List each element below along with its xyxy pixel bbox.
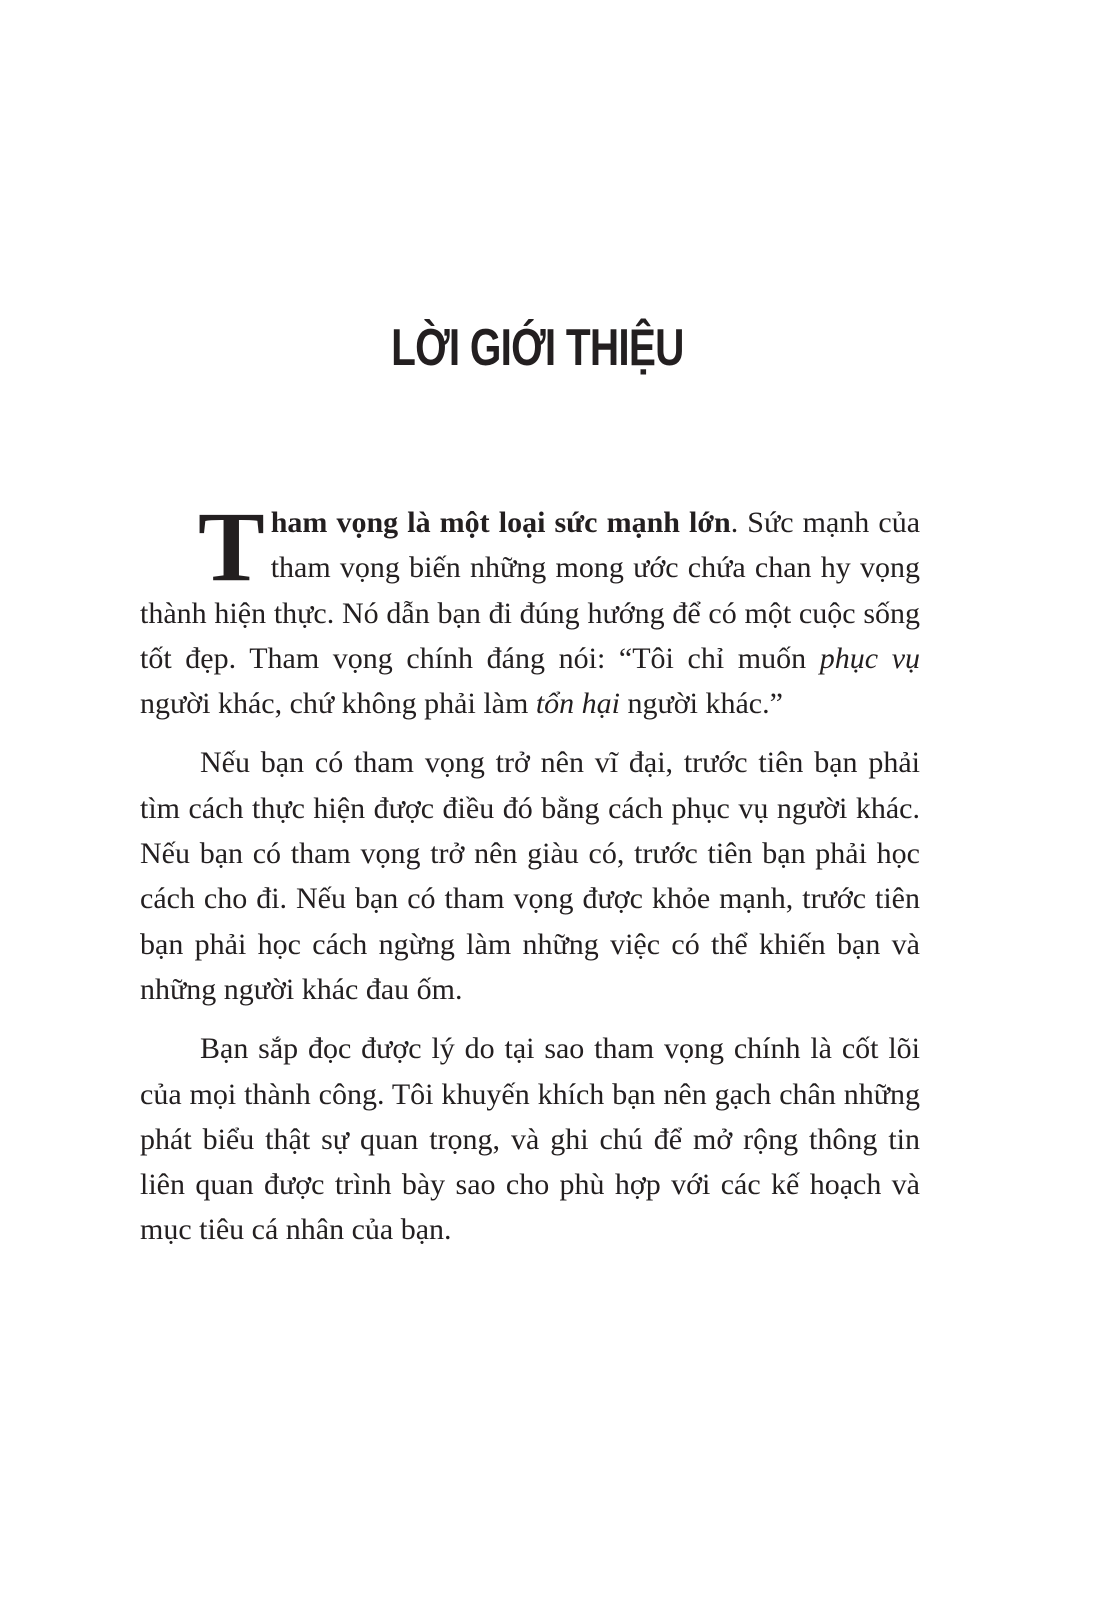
italic-phuc-vu: phục vụ	[819, 641, 921, 675]
paragraph-1-text-b: người khác, chứ không phải làm	[140, 687, 536, 721]
paragraph-3: Bạn sắp đọc được lý do tại sao tham vọng chính là cốt lõi của mọi thành công. Tôi khuyến khích bạn nên gạch chân những phát biểu thật sự quan trọng, và ghi chú để mở rộng thông tin liên quan được trình bày sao cho phù hợp với các kế hoạch và mục tiêu cá nhân của bạn.	[140, 1032, 920, 1247]
paragraph-1	[140, 491, 921, 726]
paragraph-2: Nếu bạn có tham vọng trở nên vĩ đại, trước tiên bạn phải tìm cách thực hiện được điều đó bằng cách phục vụ người khác. Nếu bạn có tham vọng trở nên giàu có, trước tiên bạn phải học cách cho đi. Nếu bạn có tham vọng được khỏe mạnh, trước tiên bạn phải học cách ngừng làm những việc có thể khiến bạn và những người khác đau ốm.	[140, 746, 920, 1006]
paragraph-1-text-c: người khác.”	[619, 687, 783, 721]
italic-ton-hai: tổn hại	[535, 687, 620, 721]
body-text	[140, 491, 921, 1267]
drop-cap: T	[198, 491, 265, 602]
paragraph-1-text-a: . Sức mạnh của tham vọng biến những mong ước chứa chan hy vọng thành hiện thực. Nó dẫn bạn đi đúng hướng để có một cuộc sống tốt đẹp. Tham vọng chính đáng nói: “Tôi chỉ muốn	[140, 506, 921, 675]
bold-lead: ham vọng là một loại sức mạnh lớn	[270, 506, 731, 539]
chapter-title: LỜI GIỚI THIỆU	[391, 319, 684, 377]
